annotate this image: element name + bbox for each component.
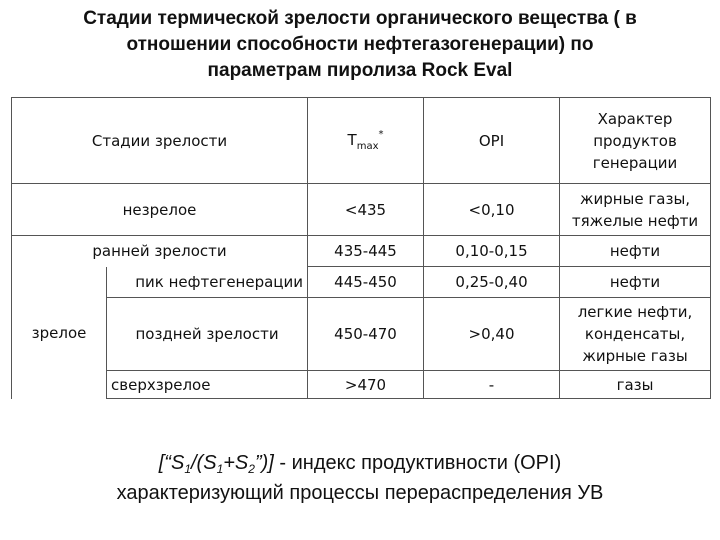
title-line-1: Стадии термической зрелости органического вещества ( в	[83, 8, 637, 29]
tmax-sub: max	[356, 140, 379, 152]
header-opi: OPI	[424, 98, 560, 184]
formula-mid: /(S	[191, 452, 217, 474]
cell-opi-peak: 0,25-0,40	[424, 267, 560, 298]
formula-line	[0, 450, 720, 482]
products-late-line-2: конденсаты,	[584, 325, 686, 343]
title-line-2: отношении способности нефтегазогенерации) по	[126, 34, 594, 55]
cell-tmax-immature: <435	[308, 184, 424, 236]
cell-products-late	[560, 298, 711, 371]
cell-products-peak: нефти	[560, 267, 711, 298]
header-products-line-2: продуктов	[593, 131, 677, 150]
table-row-early	[12, 236, 711, 267]
cell-stage-overmature: сверхзрелое	[107, 371, 308, 399]
header-tmax	[308, 98, 424, 184]
cell-stage-peak: пик нефтегенерации	[107, 267, 308, 298]
maturity-table	[11, 97, 711, 399]
note-line: характеризующий процессы перераспределения УВ	[116, 482, 604, 504]
table-row-late	[12, 298, 711, 371]
slide-title	[0, 6, 720, 84]
cell-tmax-overmature: >470	[308, 371, 424, 399]
cell-opi-early: 0,10-0,15	[424, 236, 560, 267]
cell-products-early: нефти	[560, 236, 711, 267]
products-late-line-3: жирные газы	[582, 347, 688, 365]
tmax-sup: *	[378, 128, 384, 140]
cell-stage-immature: незрелое	[12, 184, 308, 236]
cell-products-immature	[560, 184, 711, 236]
table-row-overmature	[12, 371, 711, 399]
cell-tmax-peak: 445-450	[308, 267, 424, 298]
formula-sub-2: 1	[216, 462, 224, 476]
products-late-line-1: легкие нефти,	[577, 303, 693, 321]
formula-sub-1: 1	[184, 462, 191, 476]
cell-tmax-late: 450-470	[308, 298, 424, 371]
header-products	[560, 98, 711, 184]
formula-open: [“S	[158, 452, 185, 474]
header-stage: Стадии зрелости	[12, 98, 308, 184]
cell-opi-immature: <0,10	[424, 184, 560, 236]
cell-tmax-early: 435-445	[308, 236, 424, 267]
cell-opi-overmature: -	[424, 371, 560, 399]
cell-group-mature: зрелое	[12, 267, 107, 399]
cell-stage-early: ранней зрелости	[12, 236, 308, 267]
header-row	[12, 98, 711, 184]
title-line-3: параметрам пиролиза Rock Eval	[207, 60, 513, 81]
cell-opi-late: >0,40	[424, 298, 560, 371]
tmax-base: T	[347, 130, 357, 149]
cell-products-overmature: газы	[560, 371, 711, 399]
table-row-peak	[12, 267, 711, 298]
cell-stage-late: поздней зрелости	[107, 298, 308, 371]
products-immature-line-1: жирные газы,	[579, 189, 691, 208]
formula-rest: - индекс продуктивности (OPI)	[273, 452, 562, 474]
header-products-line-3: генерации	[592, 153, 678, 172]
formula-sub-3: 2	[248, 462, 255, 476]
header-products-line-1: Характер	[597, 109, 673, 128]
products-immature-line-2: тяжелые нефти	[571, 211, 699, 230]
formula-plus: +S	[223, 452, 249, 474]
formula-close: ”)]	[254, 452, 274, 474]
table-row-immature	[12, 184, 711, 236]
